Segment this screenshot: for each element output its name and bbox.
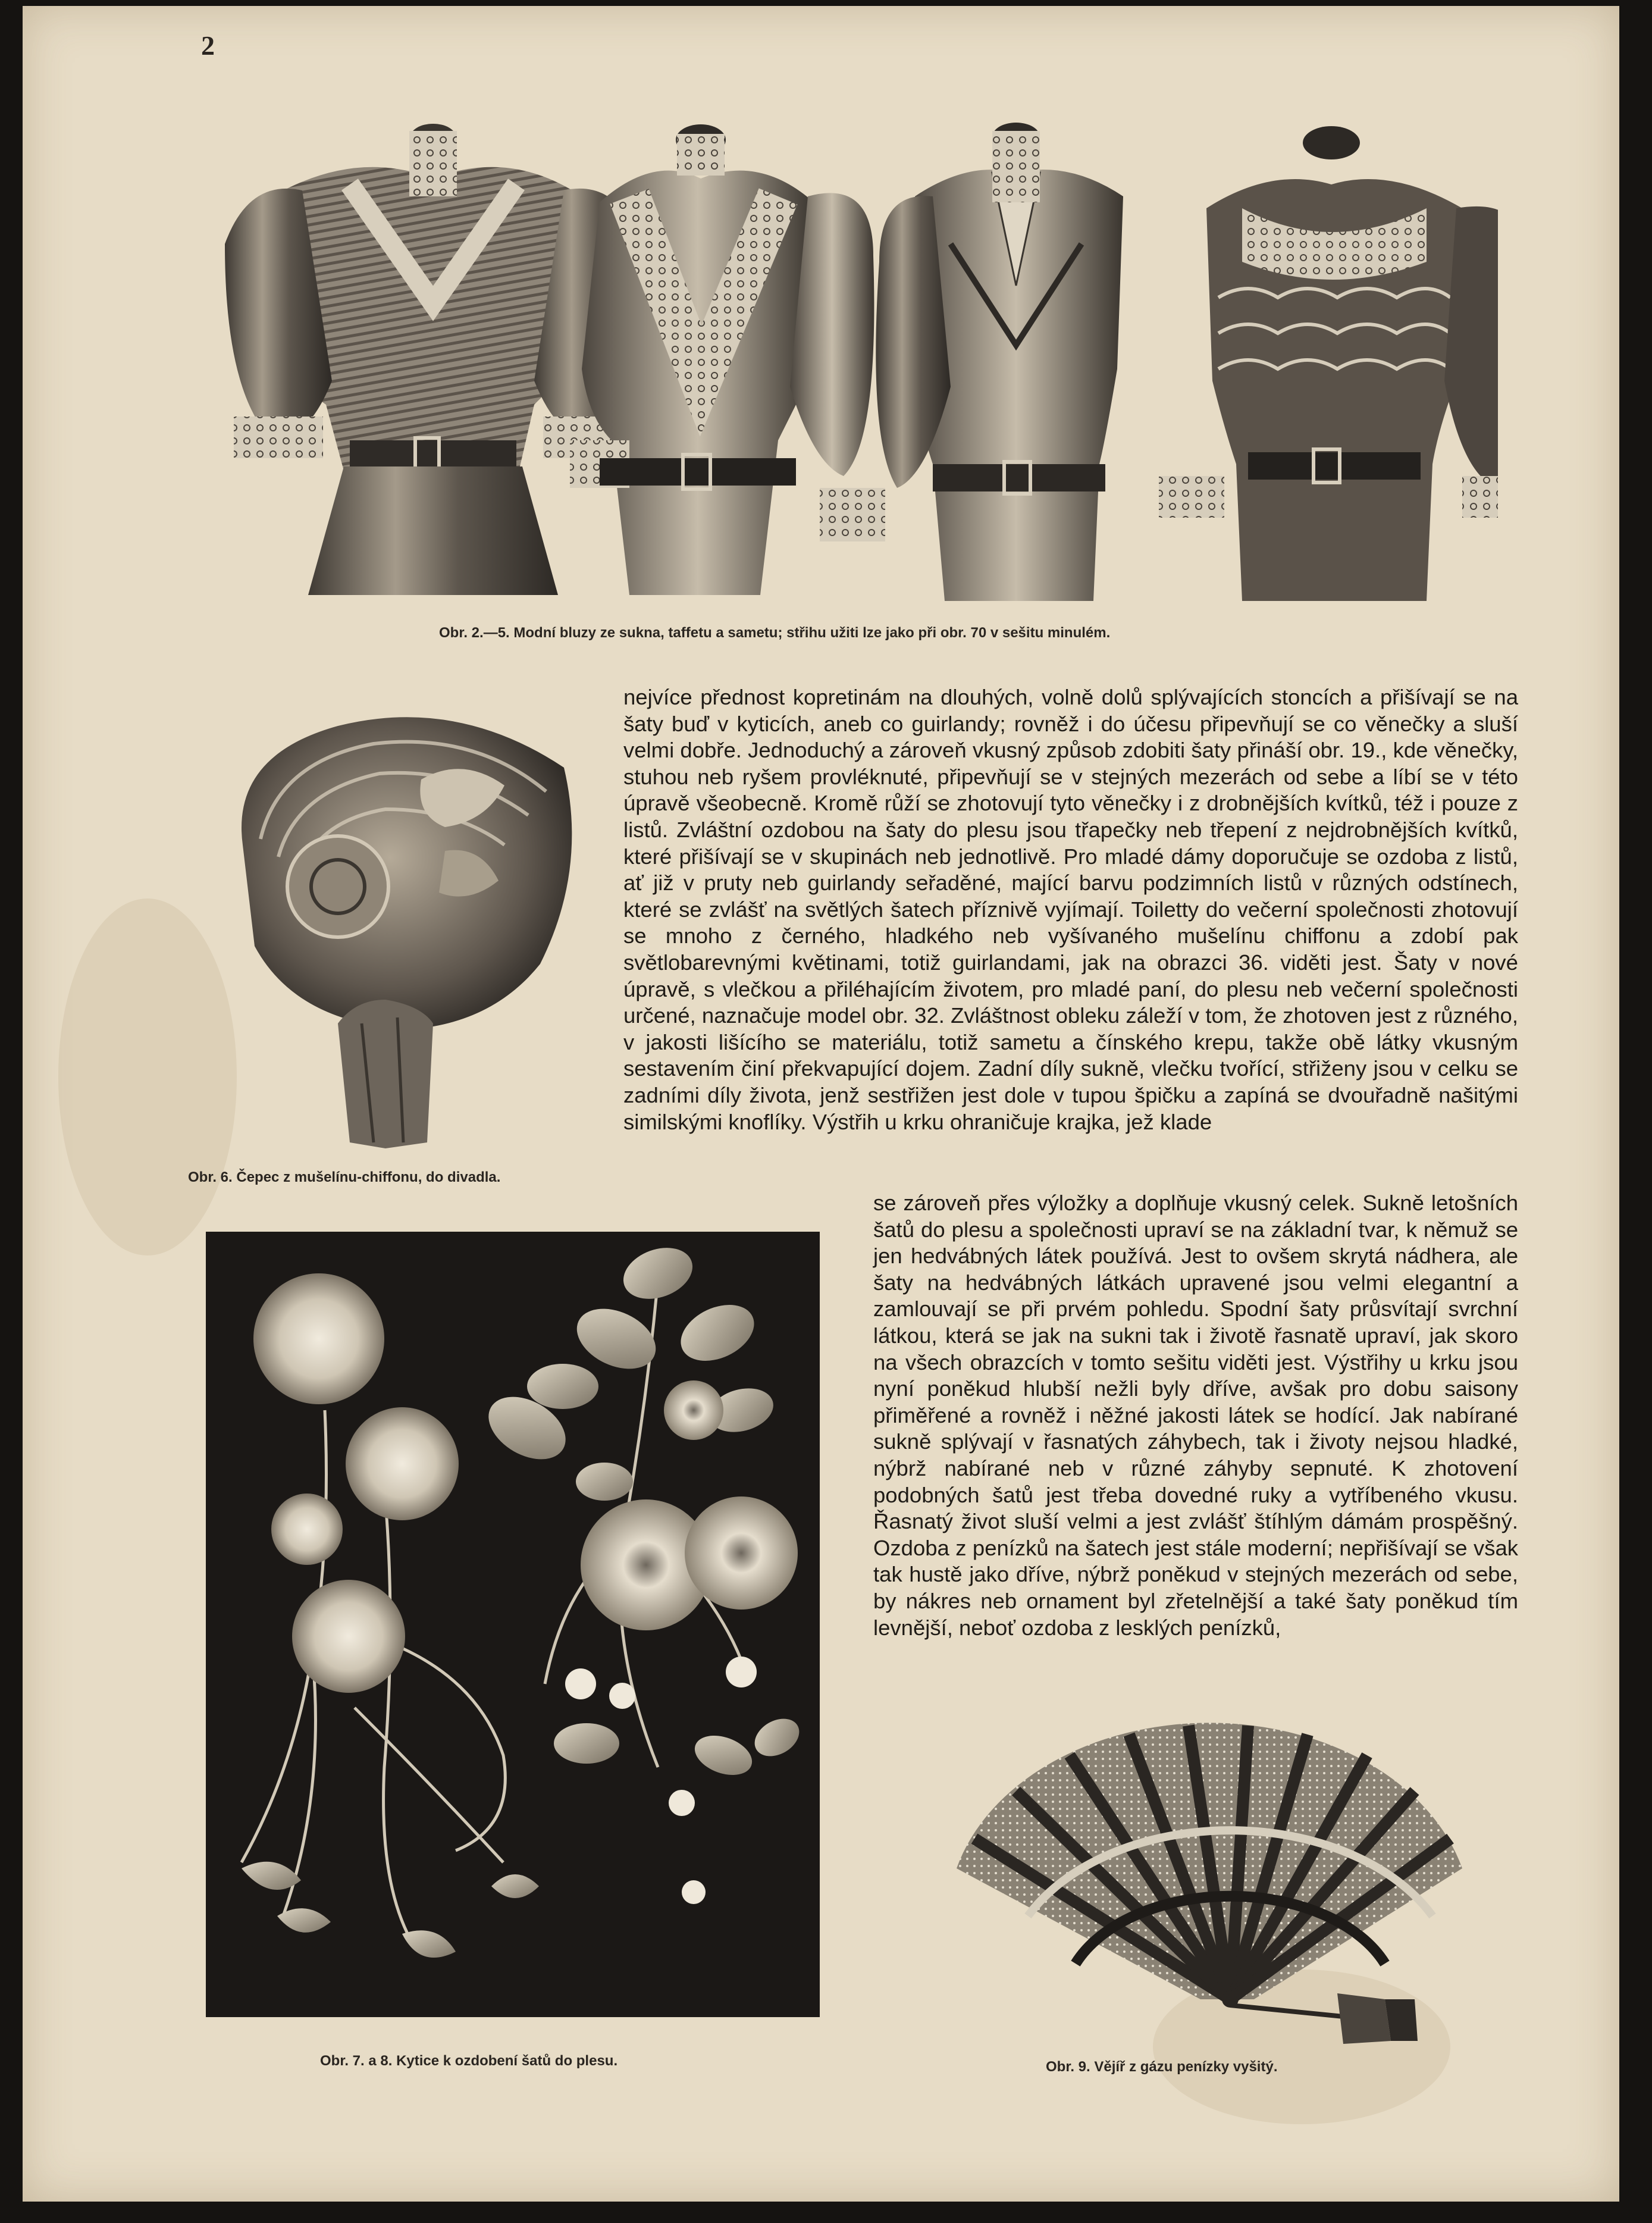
fan-caption: Obr. 9. Vějíř z gázu penízky vyšitý. [1046, 2059, 1278, 2075]
page-number: 2 [201, 30, 215, 61]
article-text-lower: se zároveň přes výložky a doplňuje vkusný celek. Sukně letošních šatů do plesu a společnosti upraví se na základní tvar, k němuž se jen hedvábných látek používá. Jest to ovšem skrytá nádhera, ale šaty na hedvábných látkách upravené jsou velmi elegantní a zamlouvají se při prvém pohledu. Spodní šaty průsvítají svrchní látkou, která se jak na sukni tak i životě řasnatě upraví, jak skoro na všech obrazcích v tomto sešitu viděti jest. Výstřihy u krku jsou nyní poněkud hlubší nežli byly dříve, avšak pro dobu saisony přiměřené a rovněž i něžné jakosti látek se hodící. Jak nabírané sukně splývají v řasnatých záhybech, tak i životy nejsou hladké, nýbrž nabírané neb v různé záhyby sepnuté. K zhotovení podobných šatů jest třeba dovedné ruky a vytříbeného vkusu. Řasnatý život sluší velmi a jest zvlášť štíhlým dámám prospěšný. Ozdoba z penízků na šatech jest stále moderní; nepřišívají se však tak hustě jako dříve, nýbrž poněkud v stejných mezerách od sebe, by nákres neb ornament byl zřetelnější a také šaty poněkud tím levnější, neboť ozdoba z lesklých penízků, [873, 1191, 1518, 1640]
blouses-illustration [201, 107, 1498, 604]
magazine-page [23, 6, 1619, 2202]
bonnet-caption: Obr. 6. Čepec z mušelínu-chiffonu, do divadla. [188, 1169, 501, 1185]
bouquets-caption: Obr. 7. a 8. Kytice k ozdobení šatů do plesu. [320, 2053, 618, 2069]
folding-fan-illustration [921, 1720, 1486, 2053]
blouses-caption: Obr. 2.—5. Modní bluzy ze sukna, taffetu a sametu; střihu užiti lze jako při obr. 70 v sešitu minulém. [439, 625, 1111, 641]
bonnet-illustration [207, 690, 588, 1148]
flower-bouquets-illustration [206, 1232, 820, 2017]
article-text-upper: nejvíce přednost kopretinám na dlouhých, volně dolů splývajících stoncích a přišívají se na šaty buď v kyticích, aneb co guirlandy; rovněž i do účesu připevňují se co věnečky a sluší velmi dobře. Jednoduchý a zároveň vkusný způsob zdobiti šaty přináší obr. 19., kde věnečky, stuhou neb ryšem provléknuté, připevňují se v stejných mezerách od sebe a líbí se v této úpravě všeobecně. Kromě růží se zhotovují tyto věnečky i z drobnějších kvítků, též i pouze z listů. Zvláštní ozdobou na šaty do plesu jsou třapečky neb třepení z nejdrobnějších kvítků, které přišívají se v skupinách neb jednotlivě. Pro mladé dámy doporučuje se ozdoba z listů, ať již v pruty neb guirlandy seřaděné, mající barvu podzimních listů v různých odstínech, které se zvlášť na světlých šatech příznivě vyjímají. Toiletty do večerní společnosti zhotovují se mnoho z černého, hladkého neb vyšívaného mušelínu chiffonu a zdobí pak světlobarevnými květinami, totiž guirlandami, jak na obrazci 36. viděti jest. Šaty v nové úpravě, s vlečkou a přiléhajícím životem, pro mladé paní, do plesu neb večerní společnosti určené, naznačuje model obr. 32. Zvláštnost obleku záleží v tom, že zhotoven jest z různého, v jakosti lišícího se materiálu, totiž sametu a čínského krepu, takže obě látky vkusným sestavením činí překvapující dojem. Zadní díly sukně, vlečku tvořící, střiženy jsou v celku se zadními díly života, jenž sestřižen jest dole v tupou špičku a zapíná se dvouřadně našitými similskými knoflíky. Výstřih u krku ohraničuje krajka, jež klade [623, 685, 1518, 1134]
